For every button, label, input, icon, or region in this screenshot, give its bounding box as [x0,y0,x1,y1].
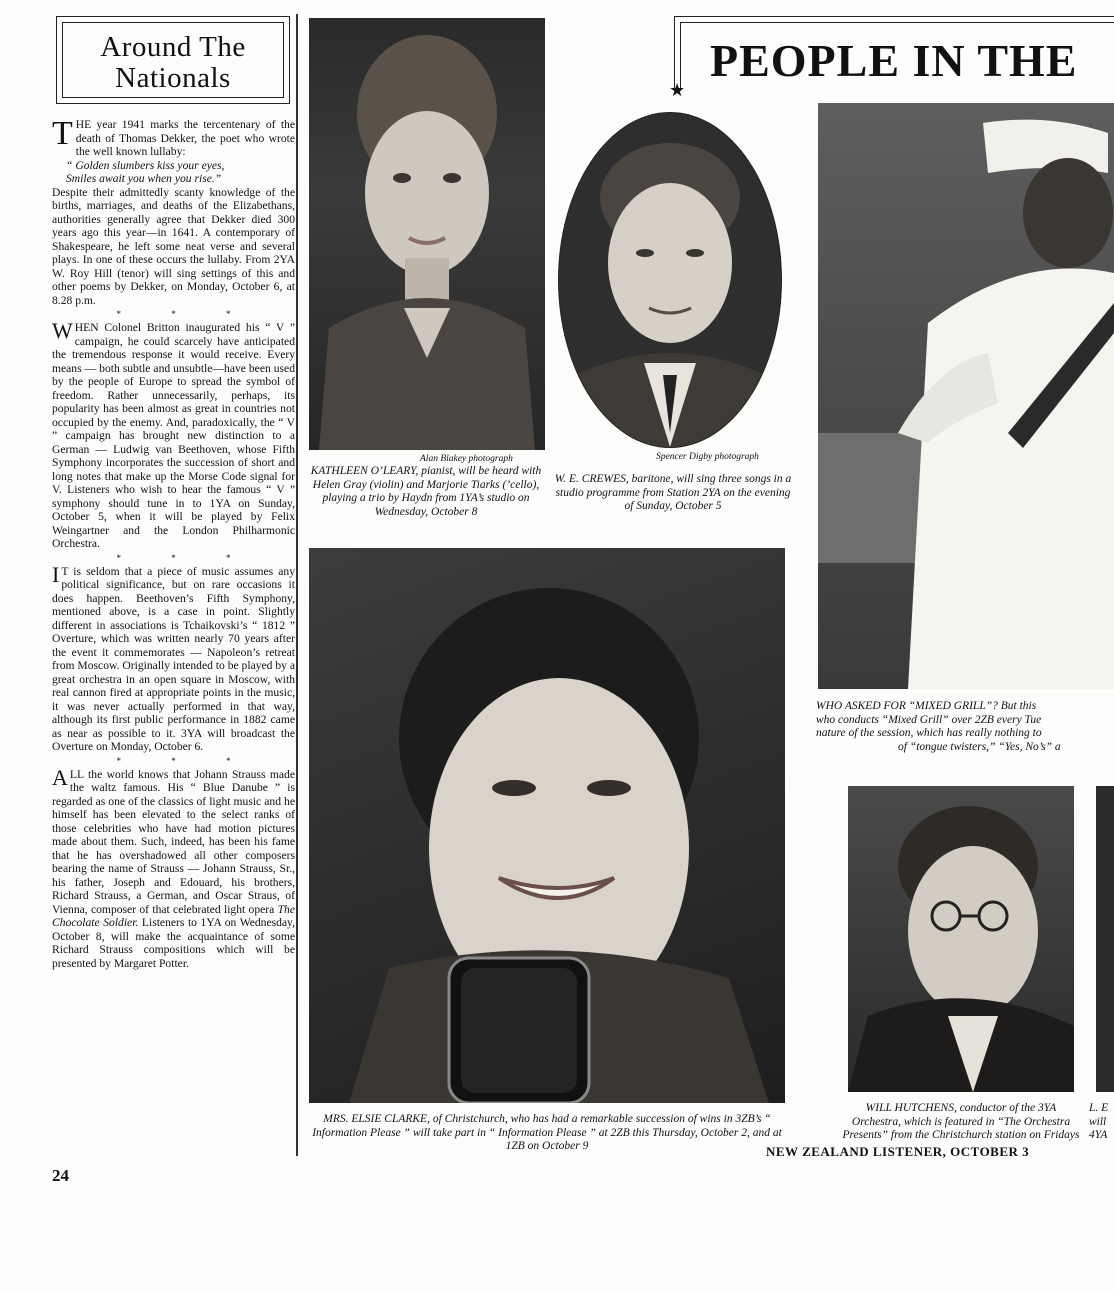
verse-line: “ Golden slumbers kiss your eyes, [66,158,225,172]
publication-footer: NEW ZEALAND LISTENER, OCTOBER 3 [766,1144,1030,1159]
photo-mixed-grill [818,103,1114,689]
page-title: PEOPLE IN THE [710,35,1078,86]
portrait-illustration [309,548,785,1103]
drop-cap: A [52,764,68,790]
portrait-illustration [848,786,1074,1092]
section-divider: * * * [116,755,255,766]
photo-credit: Spencer Digby photograph [656,452,759,462]
drop-cap: T [52,115,73,152]
verse-line: Smiles await you when you rise.” [66,172,222,185]
photo-elsie-clarke [309,548,785,1103]
section-heading-line2: Nationals [115,62,231,94]
around-the-nationals-column [52,115,295,970]
photo-caption: W. E. CREWES, baritone, will sing three songs in a studio programme from Station 2YA on the evening of Sunday, October 5 [554,473,792,512]
photo-caption: KATHLEEN O’LEARY, pianist, will be heard with Helen Gray (violin) and Marjorie Tiarks (’cello), playing a trio by Haydn from 1YA’s studio on Wednesday, October 8 [310,465,542,518]
page-number: 24 [52,1166,69,1185]
photo-caption: WHO ASKED FOR “MIXED GRILL”? But this who conducts “Mixed Grill” over 2ZB every Tue nature of the session, which has really nothing to of “tongue twisters,” “Yes, No’s” a [816,700,1061,753]
portrait-illustration [818,103,1114,689]
article-paragraph: WHEN Colonel Britton inaugurated his “ V ” campaign, he could scarcely have anticipated the tremendous response it would receive. Every means — both subtle and unsubtle—have been used by the people of Europe to spread the symbol of freedom. Rather unnecessarily, perhaps, its popularity has been almost as great in countries not occupied by the enemy. And, paradoxically, the “ V ” campaign has brought new distinction to a German — Ludwig van Beethoven, whose Fifth Symphony incorporates the succession of short and long notes that make up the Morse Code signal for V. Listeners who wish to hear the famous “ V ” symphony should tune in to 1YA on Sunday, October 5, when it will be played by Felix Weingartner and the London Philharmonic Orchestra. [52,318,295,550]
photo-caption: WILL HUTCHENS, conductor of the 3YA Orchestra, which is featured in “The Orchestra Presents” from the Christchurch station on Fridays [842,1102,1080,1141]
article-paragraph: Despite their admittedly scanty knowledge of the births, marriages, and deaths of the Elizabethans, authorities generally agree that Dekker died 300 years ago this year—in 1641. A contemporary of Shakespeare, he left some neat verse and several plays. In one of these occurs the lullaby. From 2YA W. Roy Hill (tenor) will sing settings of this and other poems by Dekker, on Monday, October 6, at 8.28 p.m. [52,185,295,307]
photo-we-crewes [558,112,782,448]
photo-edge-partial [1096,786,1114,1092]
photo-caption-partial: L. E will 4YA [1089,1102,1109,1141]
section-heading-box [56,16,290,104]
section-divider: * * * [116,309,255,319]
column-rule [296,14,298,1156]
portrait-illustration [559,113,781,447]
photo-caption: MRS. ELSIE CLARKE, of Christchurch, who has had a remarkable succession of wins in 3ZB’s “ Information Please ” will take part in “ Information Please ” at 2ZB this Thursday, October 2, and at 1ZB on October 9 [312,1113,782,1152]
photo-credit: Alan Blakey photograph [420,454,513,464]
article-paragraph: I T is seldom that a piece of music assumes any political significance, but on rare occasions it does happen. Beethoven’s Fifth Symphony, mentioned above, is a case in point. Slightly different in associations is Tchaikovski’s “ 1812 ” Overture, which was written nearly 70 years after the event it commemorates — Napoleon’s retreat from Moscow. Originally intended to be played by a great orchestra in an open square in Moscow, with real cannon fired at appropriate points in the music, it was never actually performed in that way, although its first public performance in 1882 came as near as possible to it. 3YA will broadcast the Overture on Monday, October 6. [52,561,295,753]
portrait-illustration [309,18,545,450]
drop-cap: I [52,561,60,587]
article-paragraph: ALL the world knows that Johann Strauss made the waltz famous. His “ Blue Danube ” is regarded as one of the classics of light music and he himself has been elevated to the select ranks of those celebrities who have had motion pictures made about them. Such, indeed, has been his fame that he has overshadowed all other composers bearing the name of Strauss — Johann Strauss, Sr., his father, Joseph and Edouard, his brothers, Richard Strauss, a German, and Oscar Straus, of Vienna, composer of that celebrated light opera The Chocolate Soldier. Listeners to 1YA on Wednesday, October 8, will make the acquaintance of some Richard Strauss compositions which will be presented by Margaret Potter. [52,764,295,970]
photo-kathleen-oleary [309,18,545,450]
section-heading-line1: Around The [100,31,246,63]
star-icon: ★ [669,80,686,100]
article-paragraph: THE year 1941 marks the tercentenary of the death of Thomas Dekker, the poet who wrote the well known lullaby: [52,115,295,158]
drop-cap: W [52,318,73,343]
section-divider: * * * [116,552,255,563]
photo-will-hutchens [848,786,1074,1092]
